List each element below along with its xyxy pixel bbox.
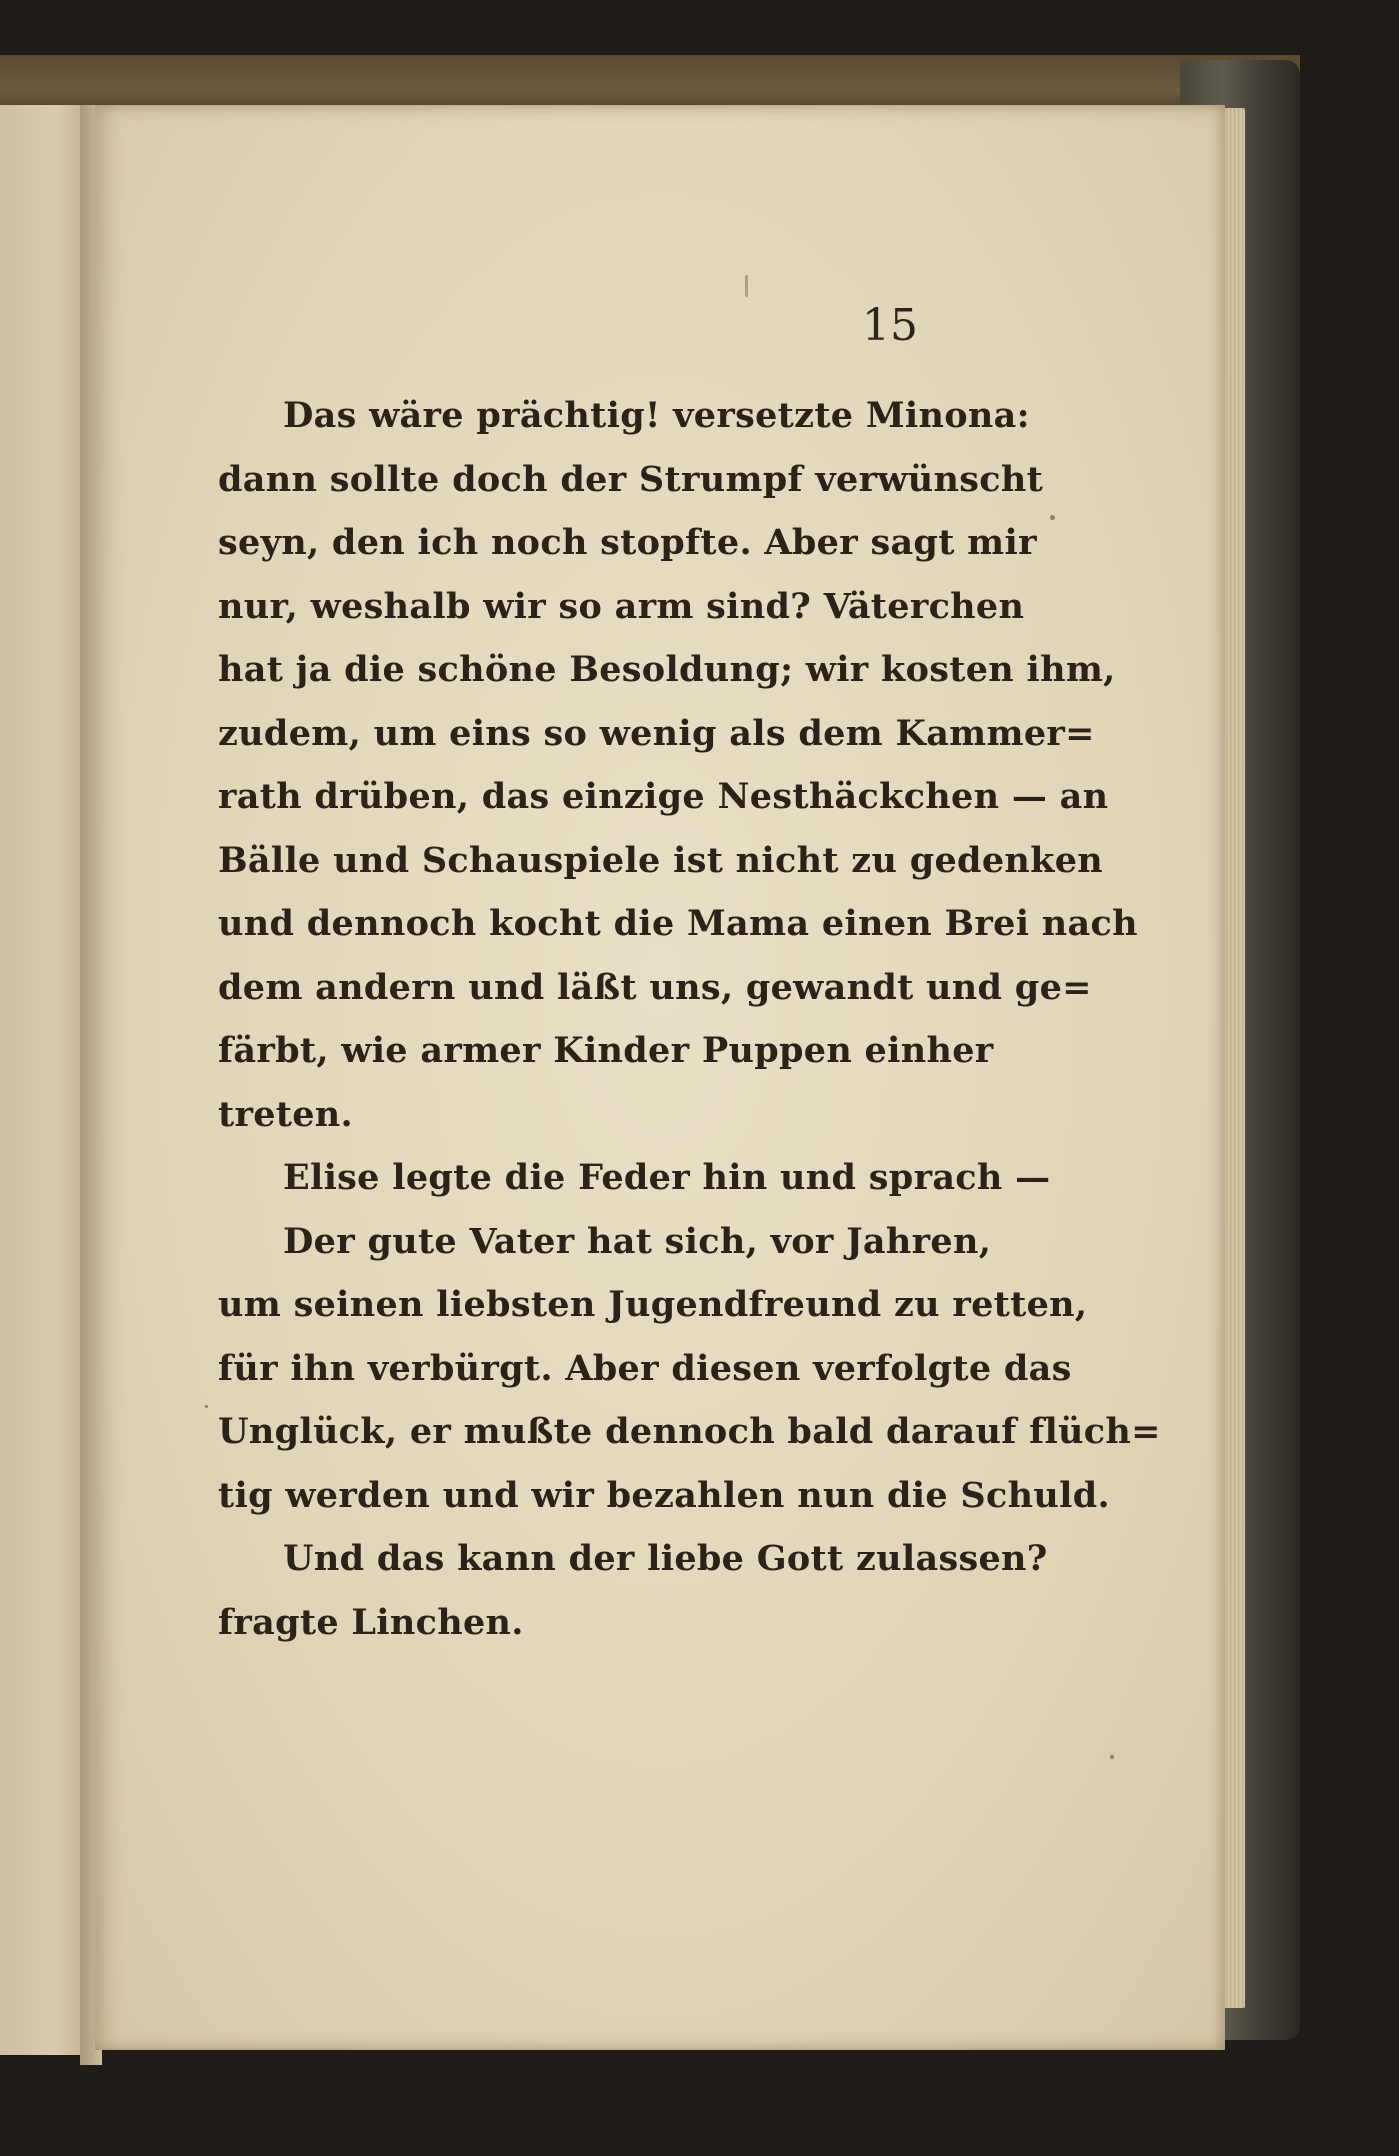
text-line: dem andern und läßt uns, gewandt und ge=	[218, 966, 1092, 1008]
text-line: Der gute Vater hat sich, vor Jahren,	[283, 1220, 992, 1262]
text-line: seyn, den ich noch stopfte. Aber sagt mir	[218, 522, 1037, 563]
left-page-fragment	[0, 105, 92, 2055]
text-line: zudem, um eins so wenig als dem Kammer=	[218, 712, 1095, 754]
text-line: für ihn verbürgt. Aber diesen verfolgte das	[218, 1347, 1072, 1389]
text-line: tig werden und wir bezahlen nun die Schuld.	[218, 1474, 1110, 1516]
text-line: Unglück, er mußte dennoch bald darauf flüch=	[218, 1411, 1161, 1452]
text-line: rath drüben, das einzige Nesthäckchen — an	[218, 776, 1109, 817]
text-line: Elise legte die Feder hin und sprach —	[283, 1157, 1051, 1198]
paper-fleck	[205, 1405, 208, 1408]
text-line: dann sollte doch der Strumpf verwünscht	[218, 458, 1044, 500]
text-line: hat ja die schöne Besoldung; wir kosten ihm,	[218, 649, 1116, 690]
text-line: und dennoch kocht die Mama einen Brei nach	[218, 903, 1138, 944]
paper-fleck	[1110, 1755, 1114, 1759]
text-line: um seinen liebsten Jugendfreund zu retten,	[218, 1284, 1088, 1325]
body-text	[218, 384, 1161, 1654]
text-line: fragte Linchen.	[218, 1601, 524, 1643]
text-line: Und das kann der liebe Gott zulassen?	[283, 1538, 1048, 1579]
page-number: 15	[862, 300, 918, 351]
text-line: nur, weshalb wir so arm sind? Väterchen	[218, 585, 1025, 627]
text-line: treten.	[218, 1093, 354, 1135]
text-line: färbt, wie armer Kinder Puppen einher	[218, 1030, 994, 1071]
text-line: Das wäre prächtig! versetzte Minona:	[283, 395, 1030, 436]
text-line: Bälle und Schauspiele ist nicht zu gedenken	[218, 839, 1104, 881]
paper-fleck	[1050, 515, 1055, 520]
paper-fleck	[745, 275, 748, 297]
